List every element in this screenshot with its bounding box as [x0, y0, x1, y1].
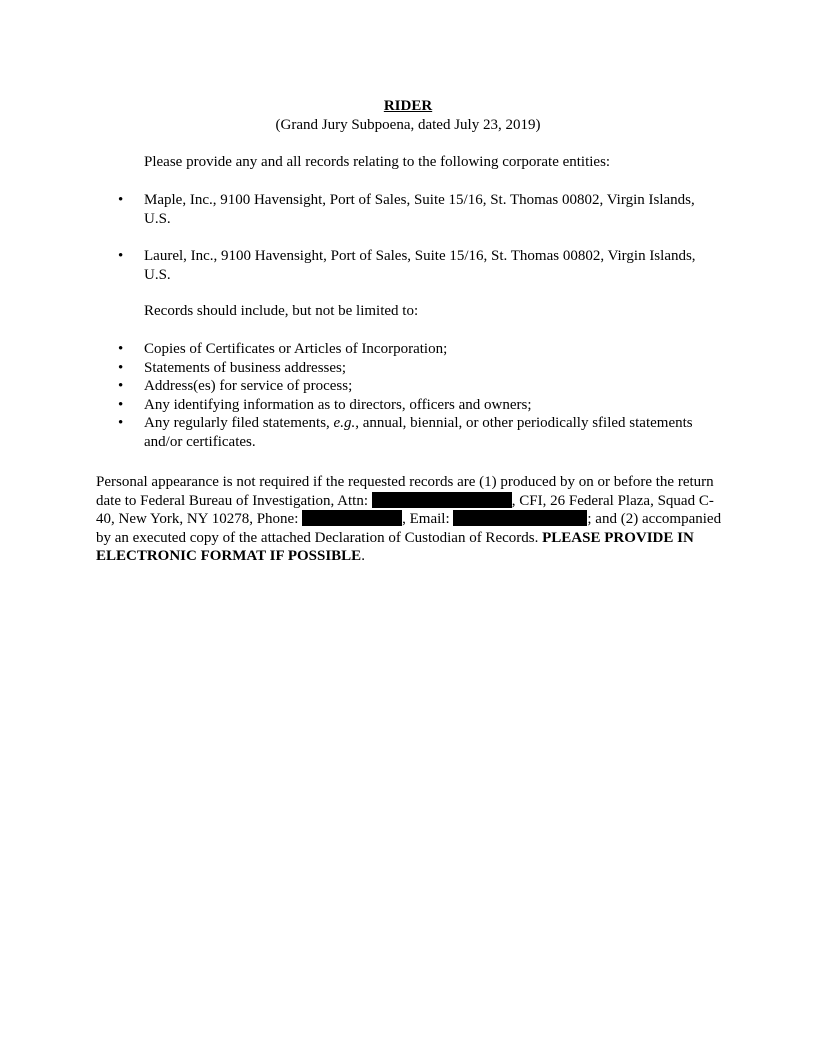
redaction-email-block [453, 510, 587, 526]
bullet-icon: • [118, 359, 124, 376]
appearance-text-part1: Personal appearance is not required if the requested records are (1) produced by on or before the return date to Federal Bureau of Investigation, Attn: [96, 474, 714, 509]
records-item-text: Address(es) for service of process; [144, 378, 353, 394]
bullet-icon: • [118, 192, 124, 208]
bullet-icon: • [118, 378, 124, 394]
bullet-icon: • [118, 248, 124, 264]
records-list-item [118, 414, 718, 451]
bullet-icon: • [118, 415, 124, 431]
records-item-text: Statements of business addresses; [144, 359, 347, 376]
records-list-item [118, 377, 718, 396]
records-list-item [118, 396, 718, 415]
records-list-item [118, 340, 718, 359]
redaction-attn-block [372, 492, 512, 508]
records-item-text: Any identifying information as to directors, officers and owners; [144, 396, 532, 413]
document-title: RIDER [383, 98, 433, 114]
appearance-text-part2: , CFI, 26 Federal Plaza, Squad C-40, New York, NY 10278, Phone: [96, 492, 714, 527]
document-subtitle: (Grand Jury Subpoena, dated July 23, 2019) [275, 117, 541, 133]
bullet-icon: • [118, 341, 124, 357]
entity-item: Laurel, Inc., 9100 Havensight, Port of Sales, Suite 15/16, St. Thomas 00802, Virgin Islands, U.S. [144, 248, 696, 283]
appearance-text-end: . [361, 548, 365, 564]
records-item-text-before: Any regularly filed statements, [144, 415, 334, 431]
records-list-item [118, 359, 718, 378]
records-item-text: Copies of Certificates or Articles of Incorporation; [144, 341, 448, 357]
appearance-paragraph [96, 473, 726, 566]
records-item-text-italic: e.g. [333, 415, 356, 431]
records-item-text-after: , annual, biennial, or other periodically sfiled statements and/or certificates. [144, 415, 693, 450]
intro-paragraph: Please provide any and all records relating to the following corporate entities: [144, 154, 611, 170]
redaction-phone-block [302, 510, 402, 526]
electronic-format-notice: PLEASE PROVIDE IN ELECTRONIC FORMAT IF POSSIBLE [96, 529, 694, 564]
records-intro-paragraph: Records should include, but not be limited to: [144, 303, 419, 319]
records-list [118, 340, 718, 451]
appearance-text-part3: , Email: [402, 511, 454, 527]
bullet-icon: • [118, 396, 124, 413]
appearance-text-part4: ; and (2) accompanied by an executed copy of the attached Declaration of Custodian of Records. [96, 511, 722, 546]
entity-item: Maple, Inc., 9100 Havensight, Port of Sales, Suite 15/16, St. Thomas 00802, Virgin Islands, U.S. [144, 192, 695, 227]
